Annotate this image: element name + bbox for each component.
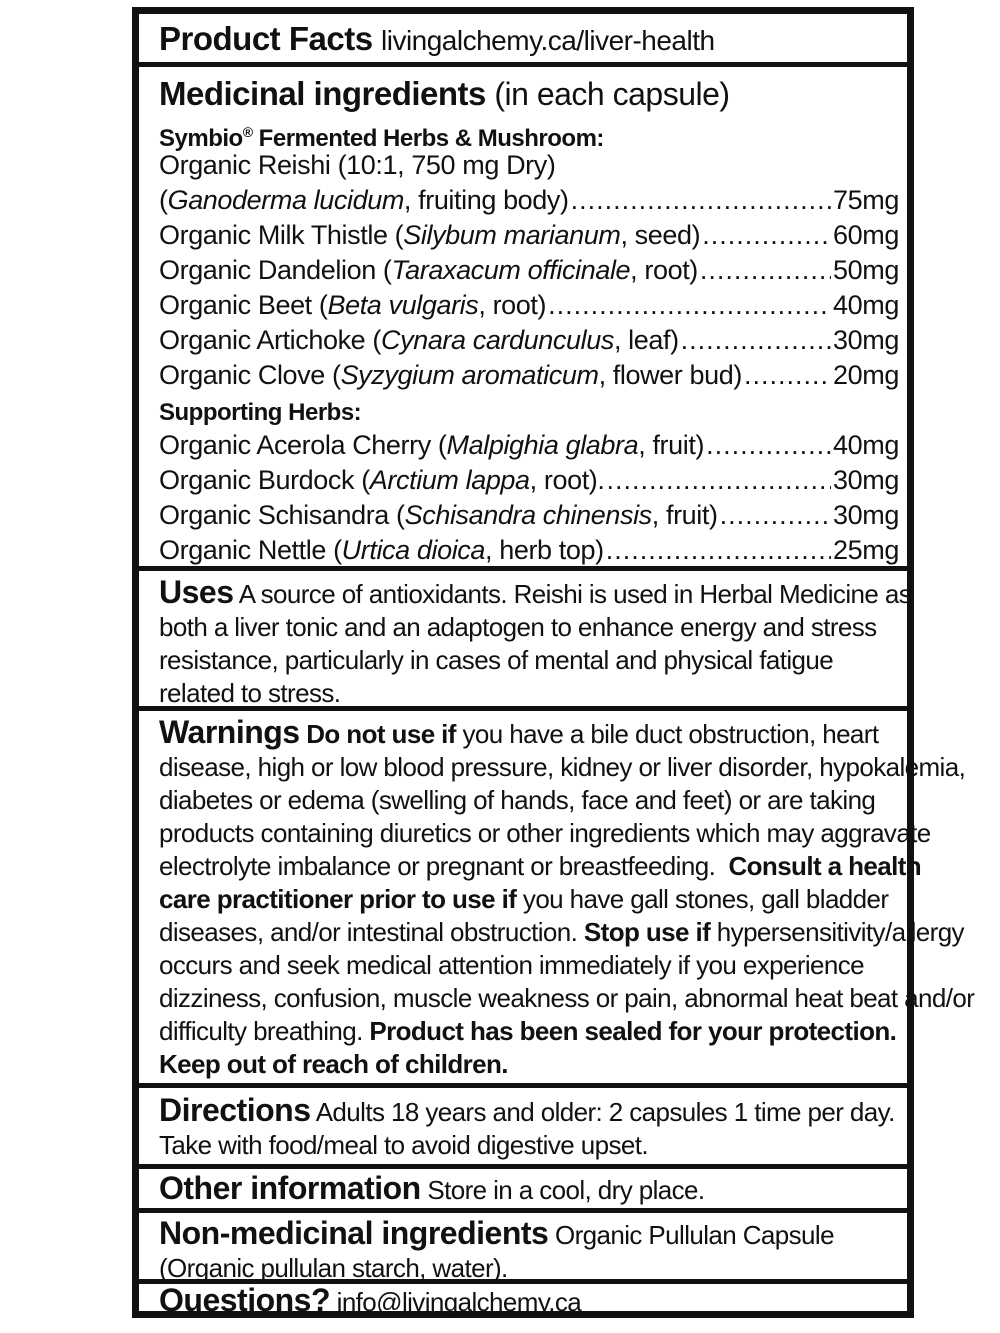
ingredient-amount: 20mg — [833, 360, 899, 390]
ingredient-name — [159, 220, 700, 251]
warn-bold-7: Stop use if — [583, 917, 711, 947]
ingredient-amount: 30mg — [833, 500, 899, 530]
ingredient-part: , seed) — [620, 220, 701, 250]
ingredient-latin: Schisandra chinensis — [404, 500, 652, 530]
warn-line-7: diseases, and/or intestinal obstruction. — [159, 917, 584, 947]
ingredient-latin: Silybum marianum — [403, 220, 621, 250]
leader-dots — [700, 255, 831, 286]
group-symbio-label: Fermented Herbs & Mushroom: — [252, 125, 604, 152]
non-medicinal-title: Non-medicinal ingredients — [159, 1215, 549, 1251]
ingredient-amount: 40mg — [833, 430, 899, 460]
ingredient-name — [159, 465, 605, 496]
ingredient-common: Organic Acerola Cherry ( — [159, 430, 447, 460]
ingredient-name — [159, 535, 604, 566]
warn-line-2: disease, high or low blood pressure, kidney or liver disorder, hypokalemia, — [159, 752, 966, 782]
group-symbio-title — [159, 115, 907, 150]
product-facts-title: Product Facts — [159, 20, 373, 57]
other-info-text: Store in a cool, dry place. — [427, 1175, 705, 1205]
ingredient-part: , leaf) — [613, 325, 679, 355]
ingredient-latin: Arctium lappa — [369, 465, 530, 495]
ingredient-latin: Beta vulgaris — [327, 290, 479, 320]
ingredient-common: ( — [159, 185, 168, 215]
warnings-section — [139, 711, 975, 1088]
warn-line-1: you have a bile duct obstruction, heart — [455, 719, 879, 749]
other-info-title: Other information — [159, 1170, 421, 1206]
uses-section — [139, 571, 912, 711]
registered-mark: ® — [242, 124, 253, 140]
ingredient-part: , fruit) — [651, 500, 718, 530]
leader-dots — [606, 535, 831, 566]
leader-dots — [744, 360, 831, 391]
warn-line-9: dizziness, confusion, muscle weakness or pain, abnormal heat beat and/or — [159, 983, 975, 1013]
ingredient-latin: Malpighia glabra — [446, 430, 639, 460]
ingredient-name — [159, 290, 546, 321]
warn-bold-10: Product has been sealed for your protection. — [369, 1016, 897, 1046]
warnings-title: Warnings — [159, 714, 300, 750]
leader-dots — [571, 185, 831, 216]
medicinal-subtitle: (in each capsule) — [494, 76, 730, 112]
ingredient-latin: Syzygium aromaticum — [340, 360, 599, 390]
ingredient-part: , root). — [529, 465, 605, 495]
ingredient-latin: Cynara cardunculus — [381, 325, 614, 355]
ingredient-latin: Ganoderma lucidum — [167, 185, 404, 215]
warn-bold-6: care practitioner prior to use if — [159, 884, 517, 914]
warn-line-5: electrolyte imbalance or pregnant or breastfeeding. — [159, 851, 729, 881]
product-facts-panel — [132, 7, 975, 1318]
ingredient-amount: 30mg — [833, 465, 899, 495]
ingredient-part: , fruiting body) — [403, 185, 569, 215]
ingredient-part: , root) — [630, 255, 698, 285]
ingredient-amount: 30mg — [833, 325, 899, 355]
ingredient-amount: 40mg — [833, 290, 899, 320]
ingredient-name — [159, 360, 742, 391]
ingredient-common: Organic Nettle ( — [159, 535, 342, 565]
warn-line-10: difficulty breathing. — [159, 1016, 370, 1046]
leader-dots — [548, 290, 831, 321]
warn-bold-5: Consult a health — [728, 851, 922, 881]
group-supporting-title: Supporting Herbs: — [159, 399, 362, 426]
ingredient-common: Organic Dandelion ( — [159, 255, 392, 285]
ingredient-common: Organic Beet ( — [159, 290, 328, 320]
product-facts-section — [139, 14, 907, 67]
ingredient-common: Organic Artichoke ( — [159, 325, 381, 355]
ingredient-common: Organic Clove ( — [159, 360, 341, 390]
medicinal-ingredients-section — [139, 67, 907, 571]
ingredient-row — [159, 255, 907, 290]
leader-dots — [681, 325, 831, 356]
other-info-section — [139, 1169, 907, 1213]
non-medicinal-section — [139, 1213, 907, 1284]
ingredient-name — [159, 325, 679, 356]
group-symbio-name: Symbio — [159, 125, 243, 152]
directions-title: Directions — [159, 1092, 311, 1128]
product-url: livingalchemy.ca/liver-health — [381, 25, 715, 56]
uses-title: Uses — [159, 574, 234, 610]
ingredient-row — [159, 360, 907, 395]
ingredient-latin: Urtica dioica — [341, 535, 486, 565]
leader-dots — [706, 430, 831, 461]
ingredient-name — [159, 185, 569, 216]
uses-line-3: resistance, particularly in cases of mental and physical fatigue — [159, 645, 834, 675]
directions-line-2: Take with food/meal to avoid digestive upset. — [159, 1130, 648, 1160]
ingredient-row — [159, 500, 907, 535]
warn-line-7b: hypersensitivity/allergy — [710, 917, 964, 947]
ingredient-name — [159, 255, 698, 286]
ingredient-row — [159, 290, 907, 325]
ingredient-amount: 75mg — [833, 185, 899, 215]
directions-line-1: Adults 18 years and older: 2 capsules 1 time per day. — [315, 1097, 895, 1127]
warn-line-3: diabetes or edema (swelling of hands, face and feet) or are taking — [159, 785, 876, 815]
ingredient-amount: 25mg — [833, 535, 899, 565]
medicinal-title: Medicinal ingredients — [159, 75, 486, 112]
ingredient-common: Organic Schisandra ( — [159, 500, 405, 530]
reishi-line: Organic Reishi (10:1, 750 mg Dry) — [159, 150, 556, 180]
questions-section — [139, 1284, 907, 1318]
questions-title: Questions? — [159, 1282, 331, 1318]
ingredient-row — [159, 325, 907, 360]
ingredient-row — [159, 430, 907, 465]
warn-line-8: occurs and seek medical attention immediately if you experience — [159, 950, 865, 980]
directions-section — [139, 1088, 907, 1169]
ingredient-reishi-name — [159, 150, 907, 185]
ingredient-common: Organic Burdock ( — [159, 465, 370, 495]
non-medicinal-line-1: Organic Pullulan Capsule — [554, 1220, 834, 1250]
ingredient-common: Organic Milk Thistle ( — [159, 220, 404, 250]
ingredient-amount: 60mg — [833, 220, 899, 250]
uses-line-1: A source of antioxidants. Reishi is used in Herbal Medicine as — [238, 579, 912, 609]
warn-line-6: you have gall stones, gall bladder — [516, 884, 889, 914]
leader-dots — [702, 220, 831, 251]
ingredient-part: , root) — [478, 290, 547, 320]
ingredient-list-supporting — [159, 430, 907, 570]
ingredient-row — [159, 220, 907, 255]
leader-dots — [720, 500, 831, 531]
ingredient-part: , fruit) — [638, 430, 705, 460]
questions-email: info@livingalchemy.ca — [336, 1287, 582, 1317]
ingredient-amount: 50mg — [833, 255, 899, 285]
ingredient-latin: Taraxacum officinale — [391, 255, 631, 285]
non-medicinal-line-2: (Organic pullulan starch, water). — [159, 1253, 508, 1283]
uses-line-2: both a liver tonic and an adaptogen to enhance energy and stress — [159, 612, 877, 642]
warn-line-4: products containing diuretics or other ingredients which may aggravate — [159, 818, 931, 848]
warn-bold-1: Do not use if — [306, 719, 456, 749]
ingredient-part: , flower bud) — [598, 360, 742, 390]
ingredient-row — [159, 465, 907, 500]
uses-line-4: related to stress. — [159, 678, 341, 708]
ingredient-name — [159, 500, 718, 531]
leader-dots — [607, 465, 832, 496]
ingredient-row — [159, 535, 907, 570]
ingredient-part: , herb top) — [485, 535, 604, 565]
warn-bold-11: Keep out of reach of children. — [159, 1049, 508, 1079]
ingredient-row — [159, 185, 907, 220]
ingredient-list-symbio — [159, 185, 907, 395]
ingredient-name — [159, 430, 704, 461]
